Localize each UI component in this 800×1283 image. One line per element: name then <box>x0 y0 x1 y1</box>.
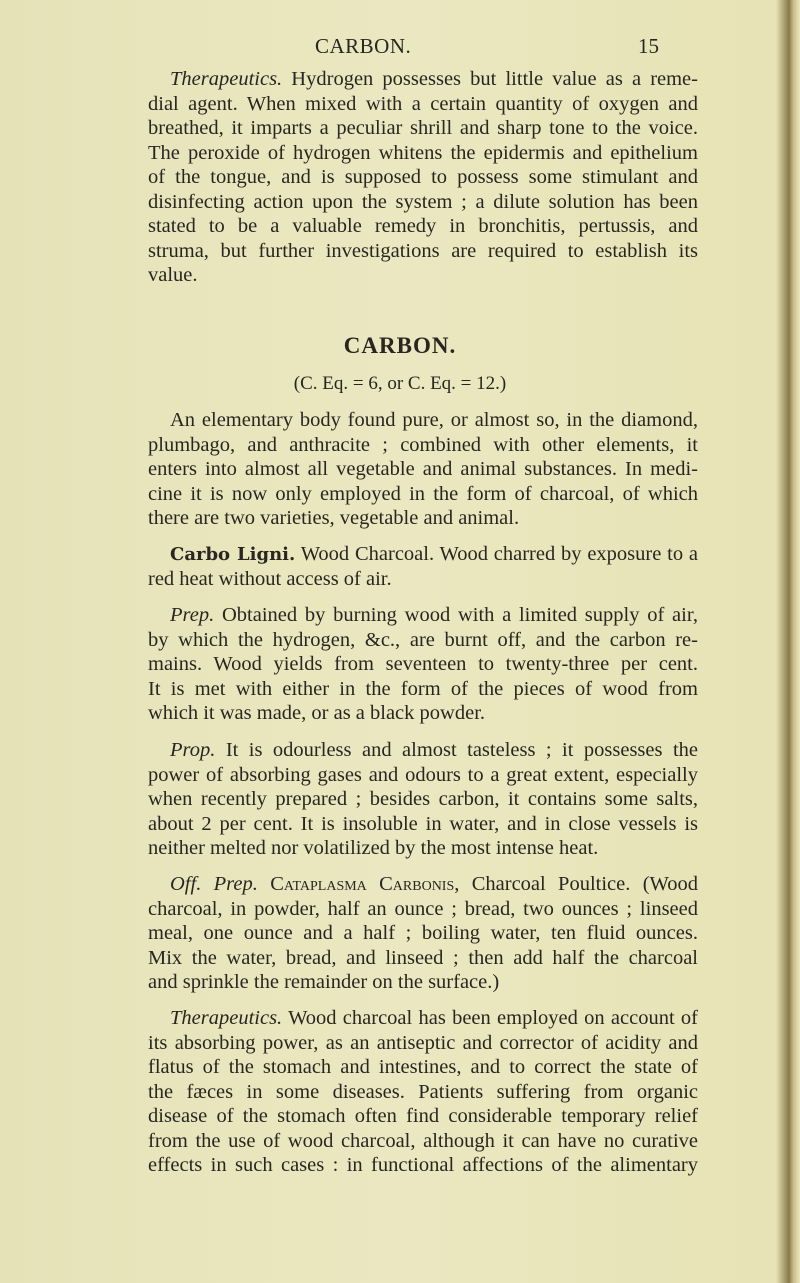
text-line: by which the hydrogen, &c., are burnt off, and the carbon re- <box>148 628 698 651</box>
paragraph-lead: Therapeutics. <box>170 1007 283 1029</box>
text-line: of the tongue, and is supposed to possess some stimulant and <box>148 166 698 188</box>
text-line: cine it is now only employed in the form of charcoal, of which <box>148 482 698 505</box>
text-line: mains. Wood yields from seventeen to twenty-three per cent. <box>148 653 698 675</box>
paragraph-charcoal-therapeutics: Therapeutics. Wood charcoal has been employed on account of its absorbing power, as an antiseptic and corrector of acidity and flatus of the stomach and intestines, and to correct the state of the fæces in some diseases. Patients suffering from organic disease of the stomach often find considerable temporary relief from the use of wood charcoal, although it can have no curative effects in such cases : in functional affections of the alimentary <box>148 1007 698 1176</box>
text-line: The peroxide of hydrogen whitens the epidermis and epithelium <box>148 141 698 164</box>
text-line: value. <box>148 264 198 286</box>
paragraph-prep: Prep. Obtained by burning wood with a limited supply of air, by which the hydrogen, &c., are burnt off, and the carbon re- mains. Wood yields from seventeen to twenty-three per cent. It is met with either in the form of the pieces of wood from which it was made, or as a black powder. <box>148 604 698 724</box>
paragraph-lead: Therapeutics. <box>170 68 283 90</box>
paragraph-carbon-intro <box>148 408 698 531</box>
text-line: which it was made, or as a black powder. <box>148 702 486 724</box>
text-line: dial agent. When mixed with a certain quantity of oxygen and <box>148 92 698 115</box>
paragraph-hydrogen-therapeutics: Therapeutics. Hydrogen possesses but little value as a reme- dial agent. When mixed with a certain quantity of oxygen and breathed, it imparts a peculiar shrill and sharp tone to the voice. The peroxide of hydrogen whitens the epidermis and epithelium of the tongue, and is supposed to possess some stimulant and disinfecting action upon the system ; a dilute solution has been stated to be a valuable remedy in bronchitis, pertussis, and struma, but further investigations are required to establish its value. <box>148 68 698 286</box>
section-heading: CARBON. <box>343 333 457 358</box>
preparation-name: Cataplasma Carbonis, <box>270 873 460 895</box>
page-number: 15 <box>638 34 659 58</box>
text-line: when recently prepared ; besides carbon, it contains some salts, <box>148 788 698 810</box>
paragraph-prop: Prop. It is odourless and almost tasteless ; it possesses the power of absorbing gases and odours to a great extent, especially when recently prepared ; besides carbon, it contains some salts, about 2 per cent. It is insoluble in water, and in close vessels is neither melted nor volatilized by the most intense heat. <box>148 739 698 859</box>
paragraph-lead: Prop. <box>170 739 216 761</box>
text-line: flatus of the stomach and intestines, and to correct the state of <box>148 1056 698 1078</box>
text-line: red heat without access of air. <box>148 567 392 590</box>
text-line: It is met with either in the form of the pieces of wood from <box>148 677 698 700</box>
text-line: disease of the stomach often find considerable temporary relief <box>148 1105 698 1127</box>
text-line: the fæces in some diseases. Patients suffering from organic <box>148 1080 698 1103</box>
paragraph-lead: Carbo Ligni. <box>170 544 296 565</box>
text-line: neither melted nor volatilized by the most intense heat. <box>148 837 599 859</box>
text-line: about 2 per cent. It is insoluble in water, and in close vessels is <box>148 812 698 835</box>
running-title: CARBON. <box>315 34 412 58</box>
section-formula: (C. Eq. = 6, or C. Eq. = 12.) <box>293 373 507 394</box>
text-line: power of absorbing gases and odours to a great extent, especially <box>148 763 698 786</box>
text-line: meal, one ounce and a half ; boiling water, ten fluid ounces. <box>148 922 698 944</box>
text-line: plumbago, and anthracite ; combined with other elements, it <box>148 433 698 456</box>
text-line: its absorbing power, as an antiseptic and corrector of acidity and <box>148 1031 698 1054</box>
text-line: An elementary body found pure, or almost so, in the diamond, <box>170 409 698 431</box>
text-line: from the use of wood charcoal, although it can have no curative <box>148 1129 698 1152</box>
text-line: enters into almost all vegetable and animal substances. In medi- <box>148 458 698 480</box>
text-line: stated to be a valuable remedy in bronchitis, pertussis, and <box>148 215 698 237</box>
text-line: there are two varieties, vegetable and animal. <box>148 507 520 529</box>
paragraph-off-prep: Off. Prep. Cataplasma Carbonis, Charcoal Poultice. (Wood charcoal, in powder, half an ounce ; bread, two ounces ; linseed meal, one ounce and a half ; boiling water, ten fluid ounces. Mix the water, bread, and linseed ; then add half the charcoal and sprinkle the remainder on the surface.) <box>148 873 698 993</box>
paragraph-lead: Off. Prep. <box>170 873 258 895</box>
text-line: struma, but further investigations are required to establish its <box>148 239 698 262</box>
paragraph-carbo-ligni: Carbo Ligni. Wood Charcoal. Wood charred by exposure to a red heat without access of air. <box>148 543 698 590</box>
text-line: effects in such cases : in functional affections of the alimentary <box>148 1154 698 1176</box>
text-line: Mix the water, bread, and linseed ; then add half the charcoal <box>148 946 698 969</box>
text-line: disinfecting action upon the system ; a dilute solution has been <box>148 190 698 213</box>
text-line: charcoal, in powder, half an ounce ; bread, two ounces ; linseed <box>148 897 698 920</box>
text-line: and sprinkle the remainder on the surface.) <box>148 971 500 993</box>
text-line: breathed, it imparts a peculiar shrill and sharp tone to the voice. <box>148 117 698 139</box>
paragraph-lead: Prep. <box>170 604 215 626</box>
